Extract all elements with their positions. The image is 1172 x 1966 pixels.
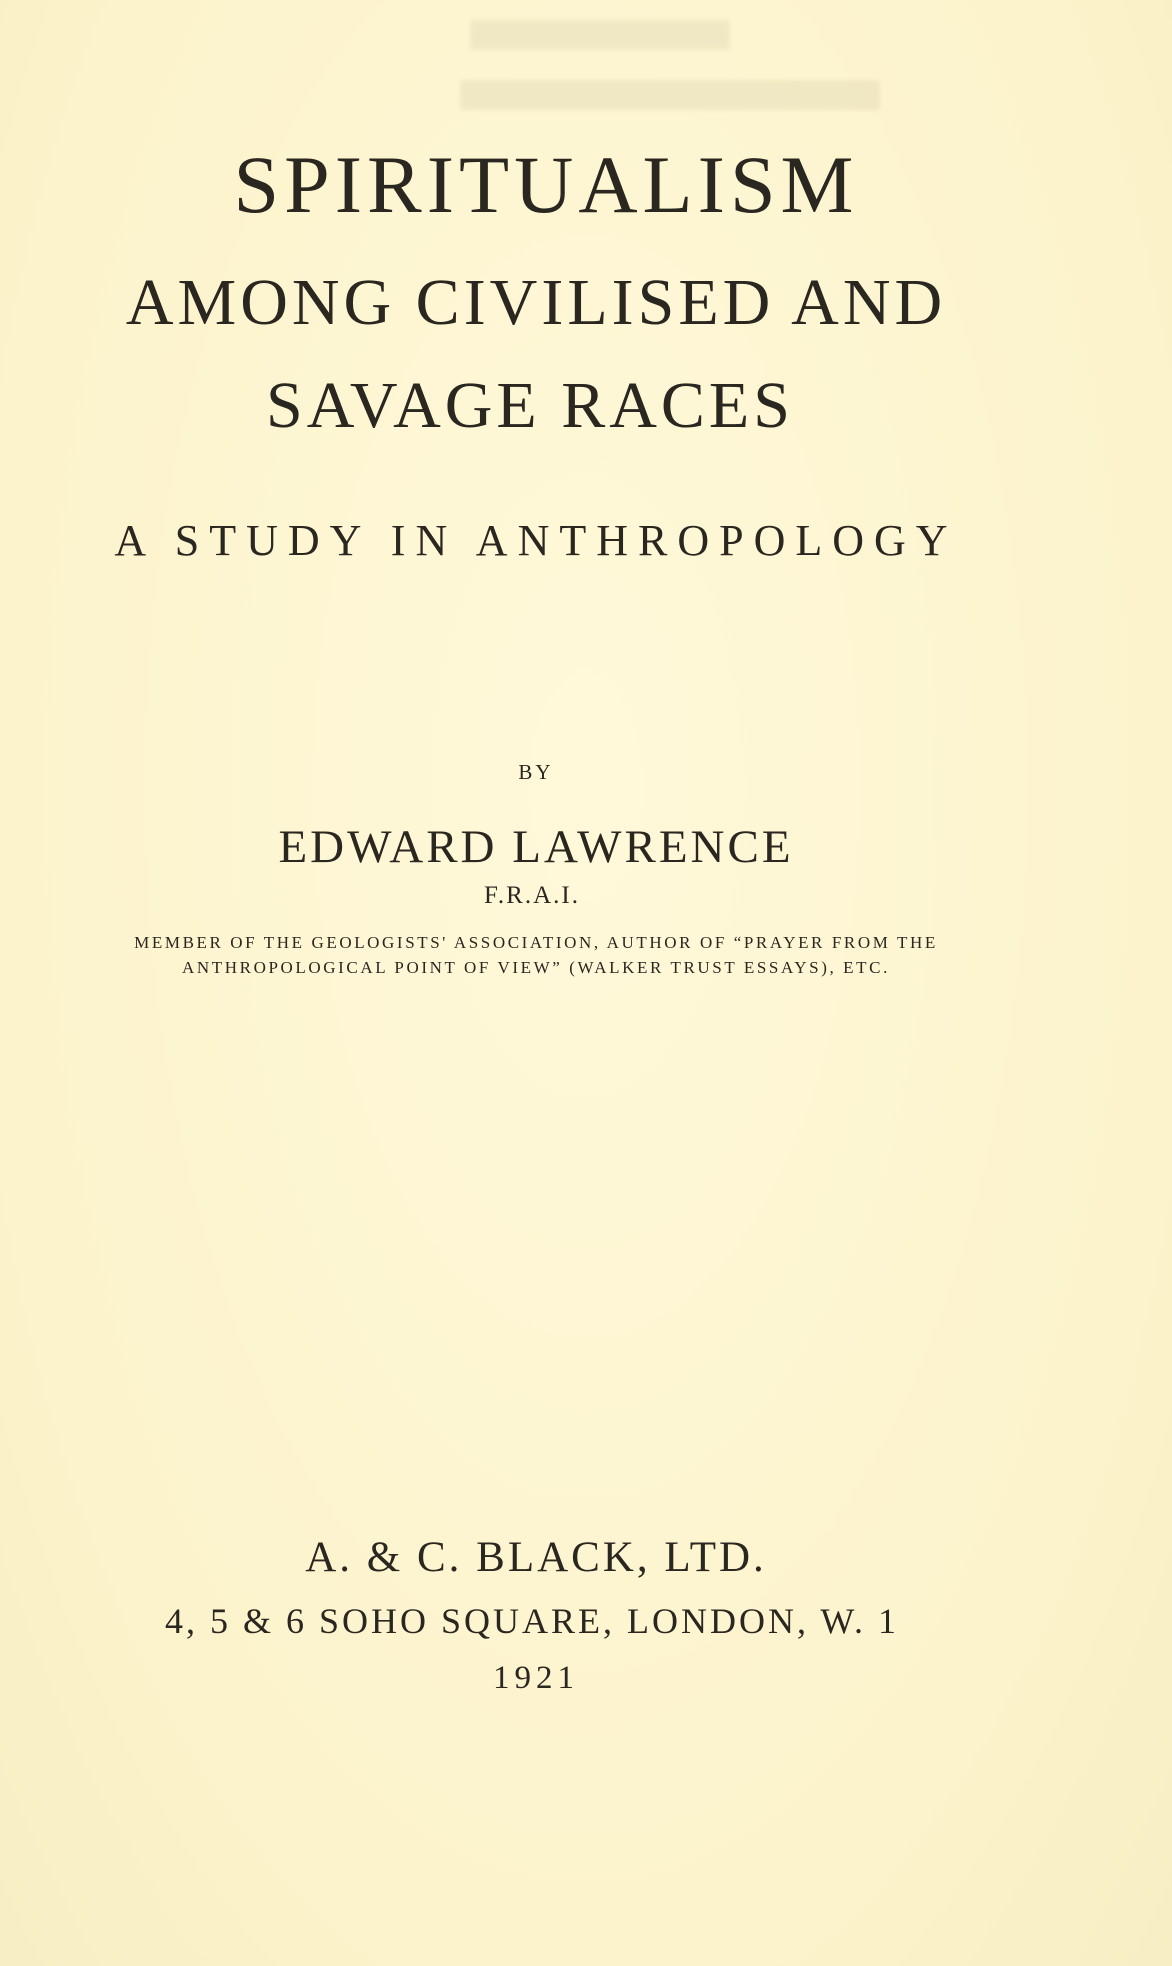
subtitle-line-2: SAVAGE RACES	[266, 369, 794, 442]
subtitle-line-1: AMONG CIVILISED AND	[125, 266, 947, 339]
publisher-name: A. & C. BLACK, LTD.	[305, 1534, 767, 1581]
author-name: EDWARD LAWRENCE	[278, 821, 794, 873]
publication-year: 1921	[493, 1660, 579, 1696]
show-through-bleed	[460, 10, 960, 150]
by-label: BY	[518, 760, 554, 784]
study-subtitle: A STUDY IN ANTHROPOLOGY	[114, 516, 958, 565]
author-credential: F.R.A.I.	[484, 882, 580, 909]
publisher-address: 4, 5 & 6 SOHO SQUARE, LONDON, W. 1	[164, 1601, 900, 1641]
book-title: SPIRITUALISM	[233, 139, 859, 230]
author-affiliation-line-2: ANTHROPOLOGICAL POINT OF VIEW” (WALKER TRUST ESSAYS), ETC.	[182, 958, 890, 977]
author-affiliation-line-1: MEMBER OF THE GEOLOGISTS' ASSOCIATION, AUTHOR OF “PRAYER FROM THE	[134, 933, 938, 952]
